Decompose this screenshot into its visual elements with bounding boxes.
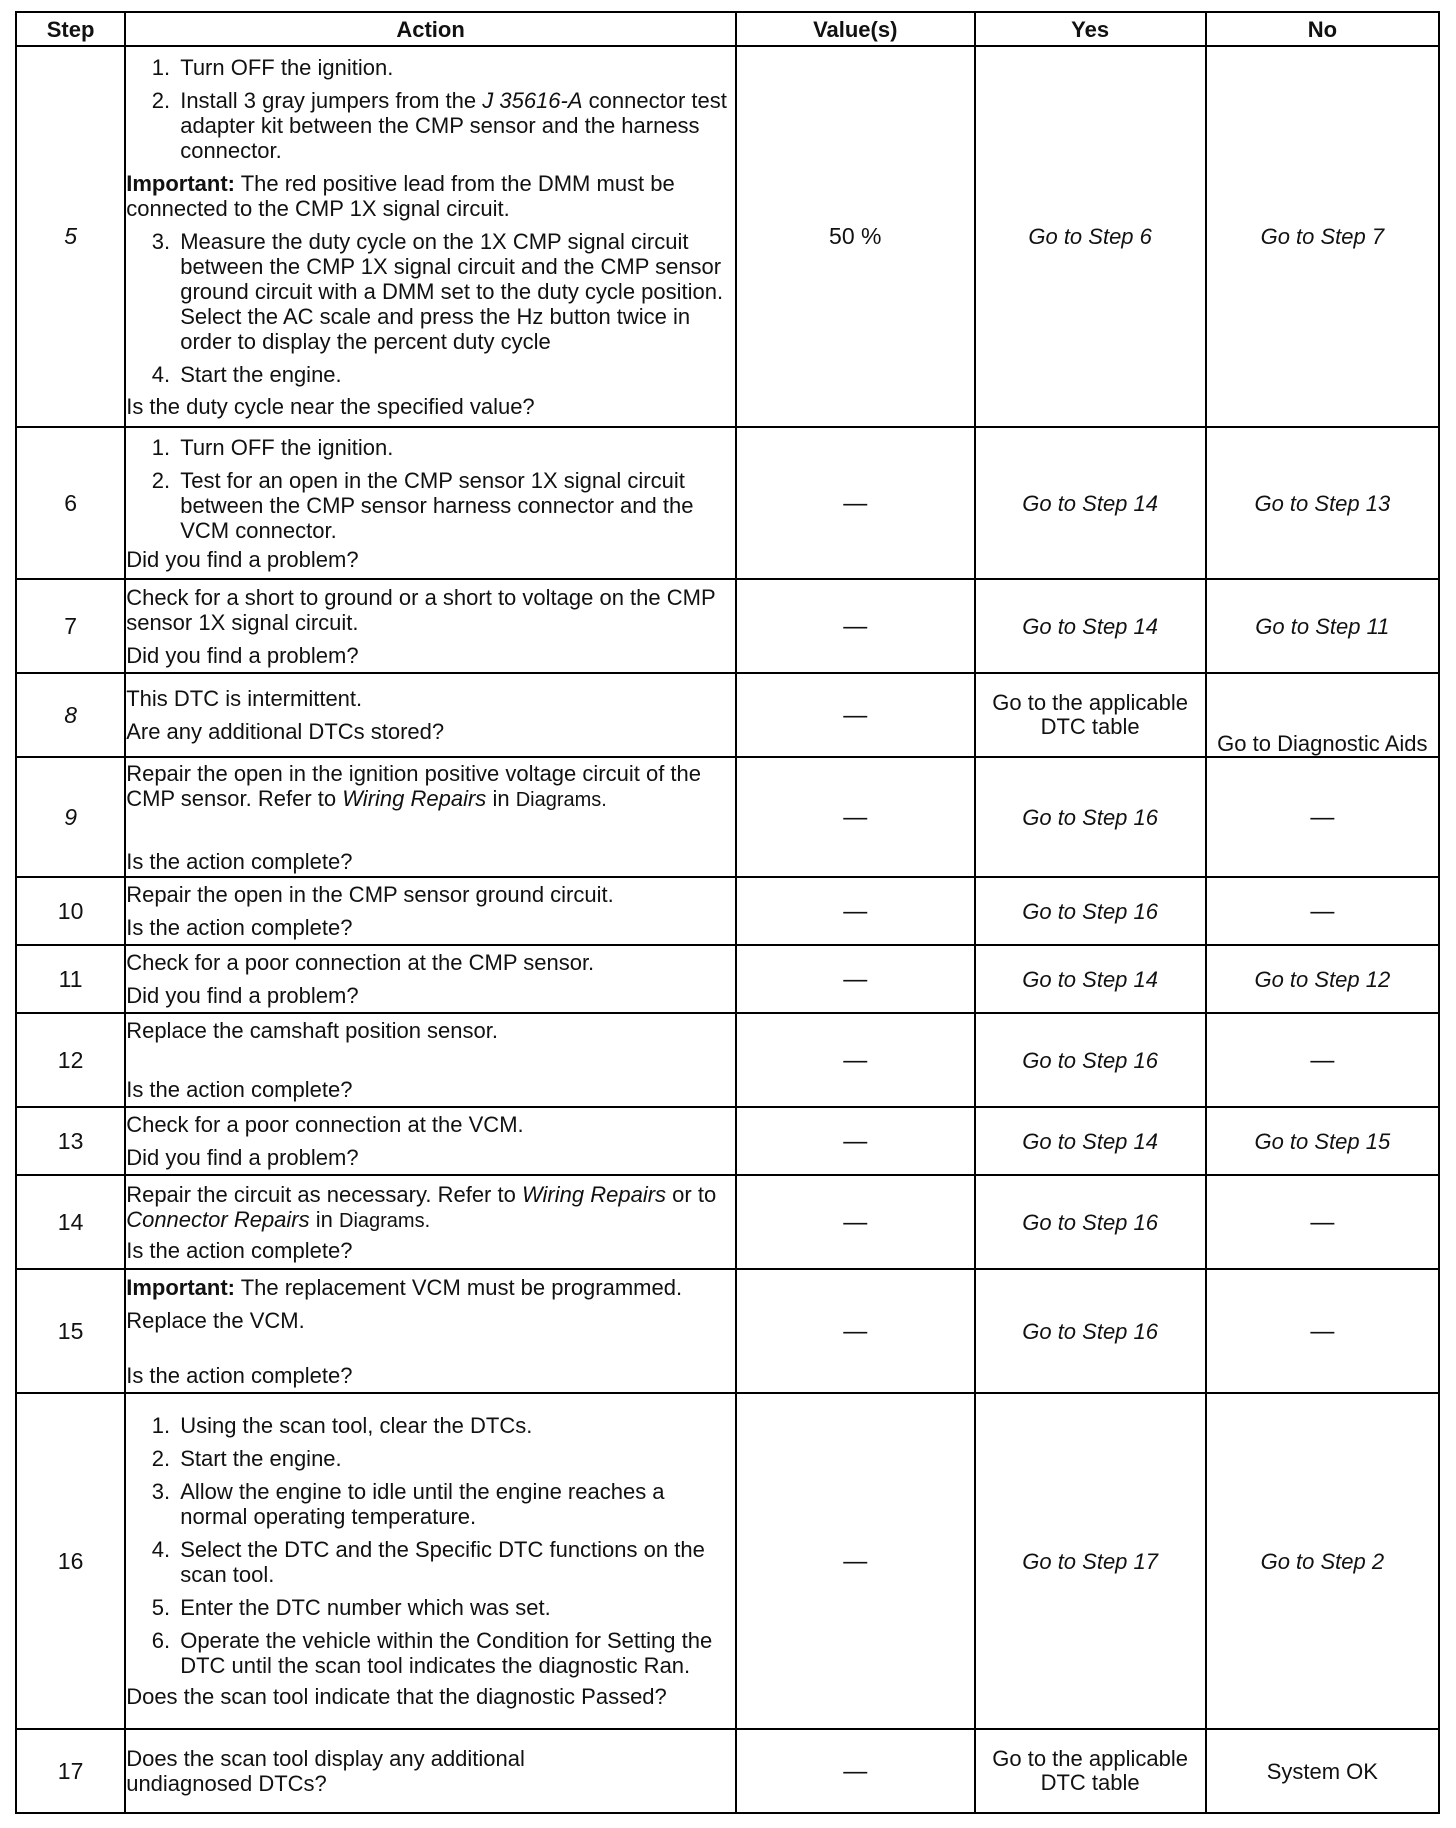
diagrams-reference: Diagrams. (515, 788, 607, 811)
action-cell (125, 1269, 736, 1393)
value-cell: — (736, 1729, 975, 1813)
table-row (16, 579, 1439, 673)
action-cell (125, 1729, 736, 1813)
yes-cell: Go to Step 16 (975, 1175, 1206, 1269)
header-step: Step (16, 12, 125, 46)
no-cell: — (1206, 1013, 1439, 1107)
action-text: Replace the VCM. (126, 1307, 305, 1333)
action-cell (125, 1175, 736, 1269)
table-row (16, 877, 1439, 945)
action-text-part: in (315, 1206, 333, 1232)
list-item: 4. Select the DTC and the Specific DTC functions on the scan tool. (176, 1537, 735, 1587)
action-cell (125, 757, 736, 877)
action-cell (125, 579, 736, 673)
diagnostic-table-document (15, 11, 1440, 1814)
no-cell: Go to Step 13 (1206, 427, 1439, 579)
list-item: 2. Test for an open in the CMP sensor 1X signal circuit between the CMP sensor harness connector and the VCM connector. (176, 468, 735, 543)
yes-cell: Go to Step 16 (975, 877, 1206, 945)
action-text (126, 761, 735, 813)
no-cell: Go to Step 7 (1206, 46, 1439, 427)
step-number: 10 (16, 877, 125, 945)
yes-cell: Go to Step 14 (975, 427, 1206, 579)
value-cell: — (736, 427, 975, 579)
action-list (126, 229, 735, 387)
action-question: Is the action complete? (126, 1362, 353, 1388)
wiring-repairs-reference: Wiring Repairs (521, 1181, 667, 1207)
list-item: 1. Using the scan tool, clear the DTCs. (176, 1413, 735, 1438)
action-question: Is the action complete? (126, 848, 353, 874)
yes-cell: Go to Step 14 (975, 579, 1206, 673)
action-list (126, 55, 735, 163)
action-text: Replace the camshaft position sensor. (126, 1018, 498, 1043)
important-text: The red positive lead from the DMM must be connected to the CMP 1X signal circuit. (126, 170, 675, 221)
value-cell: — (736, 877, 975, 945)
step-number: 16 (16, 1393, 125, 1729)
list-item (176, 88, 735, 163)
action-list (126, 1413, 735, 1678)
value-cell: — (736, 1175, 975, 1269)
wiring-repairs-reference: Wiring Repairs (342, 785, 487, 811)
yes-cell: Go to Step 16 (975, 1013, 1206, 1107)
value-cell: — (736, 579, 975, 673)
yes-cell: Go to Step 16 (975, 1269, 1206, 1393)
yes-cell: Go to the applicable DTC table (975, 1729, 1206, 1813)
step-number: 14 (16, 1175, 125, 1269)
action-list (126, 435, 735, 543)
no-cell: Go to Diagnostic Aids (1206, 673, 1439, 757)
value-cell: — (736, 945, 975, 1013)
step-number: 17 (16, 1729, 125, 1813)
diagnostic-steps-table (15, 11, 1440, 1814)
tool-reference: J 35616-A (482, 87, 583, 113)
value-cell: 50 % (736, 46, 975, 427)
list-item: 3. Allow the engine to idle until the engine reaches a normal operating temperature. (176, 1479, 735, 1529)
yes-cell: Go to Step 6 (975, 46, 1206, 427)
step-number: 5 (16, 46, 125, 427)
diagrams-reference: Diagrams. (339, 1209, 431, 1232)
step-number: 15 (16, 1269, 125, 1393)
action-question: Are any additional DTCs stored? (126, 719, 445, 744)
table-row (16, 1175, 1439, 1269)
step-number: 12 (16, 1013, 125, 1107)
yes-cell: Go to Step 14 (975, 945, 1206, 1013)
important-label: Important: (126, 1274, 235, 1300)
table-row (16, 1729, 1439, 1813)
yes-cell: Go to Step 14 (975, 1107, 1206, 1175)
row-spacer (126, 1341, 735, 1363)
action-cell (125, 877, 736, 945)
action-cell (125, 46, 736, 427)
table-row (16, 945, 1439, 1013)
action-text: Check for a poor connection at the CMP sensor. (126, 950, 595, 975)
action-question: Is the action complete? (126, 1237, 353, 1263)
action-text: Check for a short to ground or a short to voltage on the CMP sensor 1X signal circuit. (126, 584, 716, 635)
list-item: 5. Enter the DTC number which was set. (176, 1595, 735, 1620)
no-cell: Go to Step 12 (1206, 945, 1439, 1013)
table-row (16, 1393, 1439, 1729)
action-text-part: Repair the circuit as necessary. Refer to (126, 1181, 516, 1207)
action-cell (125, 1393, 736, 1729)
action-cell (125, 945, 736, 1013)
action-question: Did you find a problem? (126, 983, 359, 1008)
action-question: Does the scan tool display any additional undiagnosed DTCs? (126, 1746, 525, 1796)
action-text-part: or to (672, 1181, 717, 1207)
no-cell: — (1206, 1175, 1439, 1269)
list-item: 3. Measure the duty cycle on the 1X CMP signal circuit between the CMP 1X signal circuit and the CMP sensor ground circuit with a DMM set to the duty cycle position. Select the AC scale and press the Hz button twice in order to display the percent duty cycle (176, 229, 735, 354)
yes-cell: Go to the applicable DTC table (975, 673, 1206, 757)
action-question: Did you find a problem? (126, 546, 359, 572)
action-text: Check for a poor connection at the VCM. (126, 1112, 524, 1137)
yes-cell: Go to Step 16 (975, 757, 1206, 877)
important-text: The replacement VCM must be programmed. (240, 1274, 683, 1300)
value-cell: — (736, 673, 975, 757)
action-question: Did you find a problem? (126, 1145, 359, 1170)
list-item: 6. Operate the vehicle within the Condition for Setting the DTC until the scan tool indicates the diagnostic Ran. (176, 1628, 735, 1678)
action-text: Install 3 gray jumpers from the (180, 87, 477, 113)
no-cell: Go to Step 11 (1206, 579, 1439, 673)
action-question: Did you find a problem? (126, 642, 359, 668)
row-spacer (126, 821, 735, 849)
table-row (16, 1107, 1439, 1175)
important-note (126, 171, 735, 221)
step-number: 13 (16, 1107, 125, 1175)
action-text (126, 1182, 735, 1234)
no-cell: — (1206, 1269, 1439, 1393)
value-cell: — (736, 757, 975, 877)
list-item: 2. Start the engine. (176, 1446, 735, 1471)
action-cell (125, 1013, 736, 1107)
header-no: No (1206, 12, 1439, 46)
table-row (16, 757, 1439, 877)
no-cell: System OK (1206, 1729, 1439, 1813)
step-number: 11 (16, 945, 125, 1013)
yes-cell: Go to Step 17 (975, 1393, 1206, 1729)
header-action: Action (125, 12, 736, 46)
step-number: 8 (16, 673, 125, 757)
value-cell: — (736, 1393, 975, 1729)
important-label: Important: (126, 170, 235, 196)
no-cell: Go to Step 2 (1206, 1393, 1439, 1729)
important-note (126, 1275, 735, 1300)
step-number: 9 (16, 757, 125, 877)
action-cell (125, 673, 736, 757)
table-row (16, 1013, 1439, 1107)
action-text: Repair the open in the CMP sensor ground circuit. (126, 882, 614, 907)
table-row (16, 46, 1439, 427)
header-values: Value(s) (736, 12, 975, 46)
action-question: Is the action complete? (126, 1077, 353, 1102)
table-row (16, 427, 1439, 579)
action-question: Is the action complete? (126, 915, 353, 940)
action-cell (125, 1107, 736, 1175)
action-text: connector test adapter kit between the CMP sensor and the harness connector. (180, 87, 727, 163)
header-yes: Yes (975, 12, 1206, 46)
no-cell: — (1206, 757, 1439, 877)
action-question: Is the duty cycle near the specified value? (126, 393, 535, 419)
step-number: 7 (16, 579, 125, 673)
action-cell (125, 427, 736, 579)
connector-repairs-reference: Connector Repairs (126, 1206, 310, 1232)
value-cell: — (736, 1269, 975, 1393)
no-cell: — (1206, 877, 1439, 945)
list-item: 4. Start the engine. (176, 362, 735, 387)
list-item: 1. Turn OFF the ignition. (176, 55, 735, 80)
action-text-part: in (492, 785, 510, 811)
table-row (16, 1269, 1439, 1393)
action-question: Does the scan tool indicate that the diagnostic Passed? (126, 1684, 667, 1709)
value-cell: — (736, 1013, 975, 1107)
list-item: 1. Turn OFF the ignition. (176, 435, 735, 460)
row-spacer (126, 1051, 735, 1077)
action-text: This DTC is intermittent. (126, 686, 363, 711)
no-cell: Go to Step 15 (1206, 1107, 1439, 1175)
value-cell: — (736, 1107, 975, 1175)
step-number: 6 (16, 427, 125, 579)
action-text-part: Repair the open in the ignition positive voltage circuit of the CMP sensor. Refer to (126, 760, 701, 811)
table-header-row (16, 12, 1439, 46)
table-row (16, 673, 1439, 757)
